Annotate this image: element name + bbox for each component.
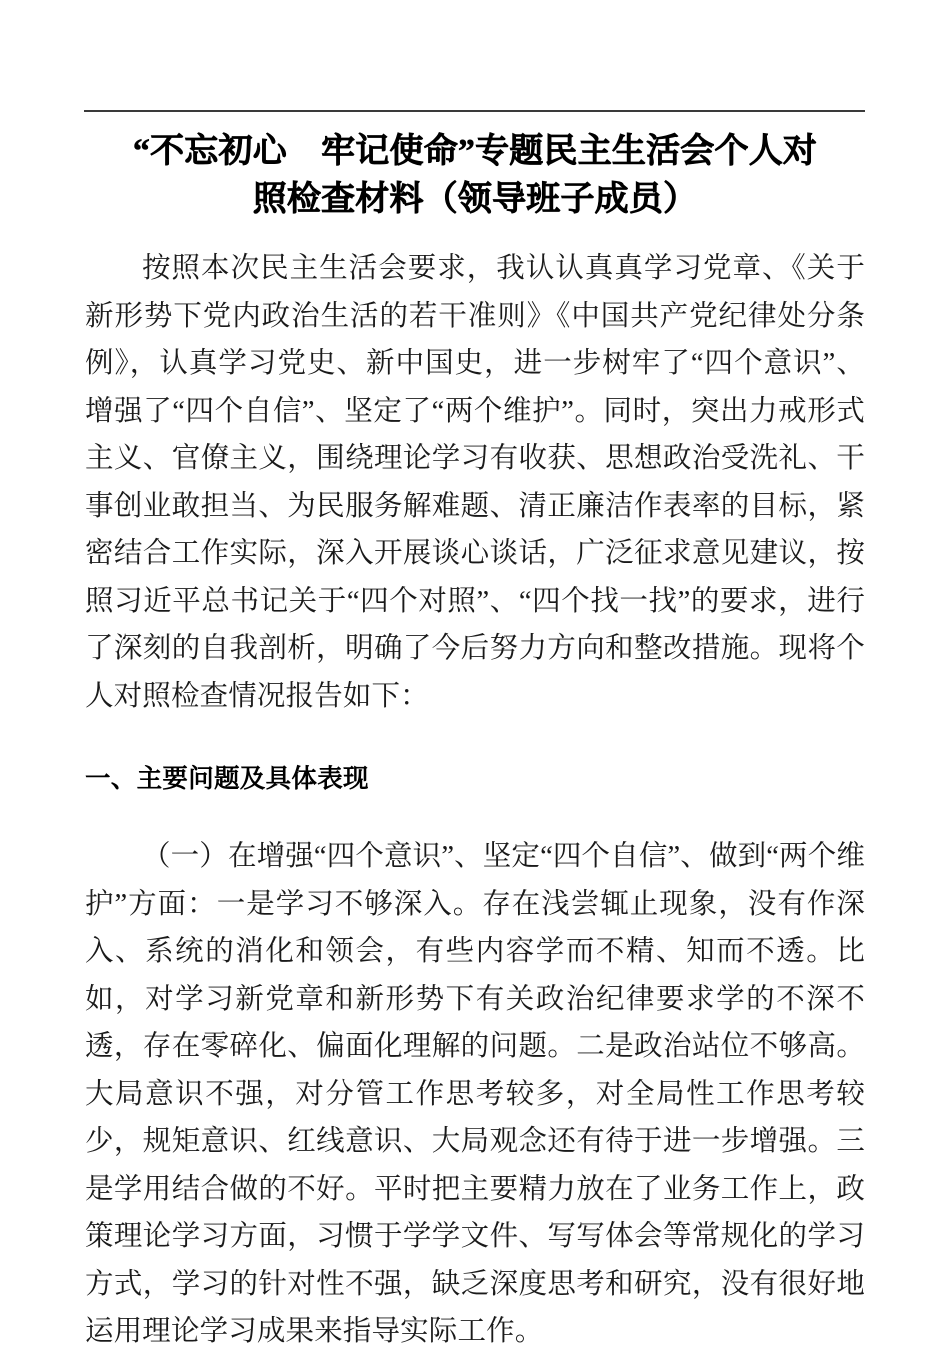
document-content (85, 128, 865, 1356)
subsection-one-paragraph: （一）在增强“四个意识”、坚定“四个自信”、做到“两个维护”方面：一是学习不够深入。存在浅尝辄止现象，没有作深入、系统的消化和领会，有些内容学而不精、知而不透。比如，对学习新党章和新形势下有关政治纪律要求学的不深不透，存在零碎化、偏面化理解的问题。二是政治站位不够高。大局意识不强，对分管工作思考较多，对全局性工作思考较少，规矩意识、红线意识、大局观念还有待于进一步增强。三是学用结合做的不好。平时把主要精力放在了业务工作上，政策理论学习方面，习惯于学学文件、写写体会等常规化的学习方式，学习的针对性不强，缺乏深度思考和研究，没有很好地运用理论学习成果来指导实际工作。 (85, 841, 865, 1347)
title-body-spacer (85, 223, 865, 245)
intro-paragraph: 按照本次民主生活会要求，我认认真真学习党章、《关于新形势下党内政治生活的若干准则》《中国共产党纪律处分条例》，认真学习党史、新中国史，进一步树牢了“四个意识”、增强了“四个自信”、坚定了“两个维护”。同时，突出力戒形式主义、官僚主义，围绕理论学习有收获、思想政治受洗礼、干事创业敢担当、为民服务解难题、清正廉洁作表率的目标，紧密结合工作实际，深入开展谈心谈话，广泛征求意见建议，按照习近平总书记关于“四个对照”、“四个找一找”的要求，进行了深刻的自我剖析，明确了今后努力方向和整改措施。现将个人对照检查情况报告如下： (85, 253, 865, 712)
heading-paragraph-spacer (85, 796, 865, 833)
page-title-line-1: “不忘初心 牢记使命”专题民主生活会个人对 (132, 133, 818, 170)
header-rule-divider (84, 110, 865, 112)
page-title (85, 128, 865, 223)
section-heading-main-problems: 一、主要问题及具体表现 (85, 765, 369, 793)
page-title-line-2: 照检查材料（领导班子成员） (252, 181, 698, 218)
paragraph-heading-spacer (85, 720, 865, 762)
